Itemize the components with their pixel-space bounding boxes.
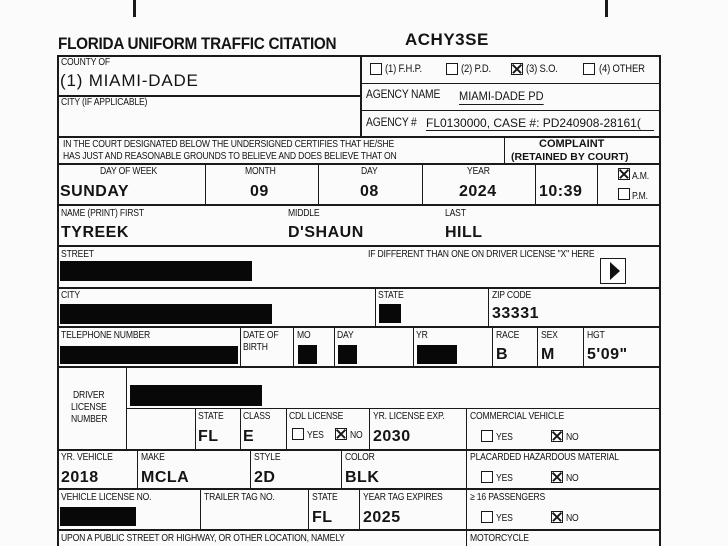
- divider: [360, 83, 660, 84]
- dob-month-label: MO: [297, 330, 311, 341]
- citation-number: ACHY3SE: [405, 30, 489, 49]
- binding-mark-right: [605, 0, 608, 17]
- divider: [57, 163, 660, 165]
- city-applicable-label: CITY (IF APPLICABLE): [61, 97, 148, 108]
- divider: [57, 326, 660, 328]
- complaint-label: COMPLAINT: [539, 138, 605, 150]
- cdl-no-label: NO: [350, 430, 363, 441]
- dob-month-redaction: [298, 345, 317, 364]
- divider: [466, 408, 467, 450]
- trailer-tag-label: TRAILER TAG NO.: [204, 492, 275, 503]
- dob-year-redaction: [417, 345, 457, 364]
- sex-label: SEX: [541, 330, 558, 341]
- agency-pd-checkbox[interactable]: [446, 63, 458, 75]
- middle-name-label: MIDDLE: [288, 208, 320, 219]
- dl-class-label: CLASS: [243, 411, 271, 422]
- divider: [492, 326, 493, 367]
- street-redaction: [60, 261, 252, 281]
- commercial-vehicle-label: COMMERCIAL VEHICLE: [470, 411, 565, 422]
- agency-pd-label: (2) P.D.: [461, 63, 492, 75]
- dl-label-line2: LICENSE: [71, 402, 107, 413]
- agency-other-label: (4) OTHER: [599, 63, 645, 75]
- divider: [240, 408, 241, 450]
- last-name-value: HILL: [445, 224, 483, 241]
- divider: [250, 449, 251, 489]
- last-name-label: LAST: [445, 208, 466, 219]
- pm-label: P.M.: [632, 191, 648, 202]
- dob-label-line1: DATE OF: [243, 330, 279, 341]
- divider: [341, 449, 342, 489]
- commercial-no-checkbox[interactable]: [551, 430, 563, 442]
- year-label: YEAR: [467, 166, 490, 177]
- divider: [126, 408, 660, 409]
- vehicle-year-label: YR. VEHICLE: [61, 452, 113, 463]
- divider: [240, 326, 241, 367]
- color-value: BLK: [345, 469, 380, 486]
- divider: [318, 163, 319, 205]
- passengers-no-checkbox[interactable]: [551, 511, 563, 523]
- arrow-right-icon: [601, 259, 625, 283]
- divider: [488, 287, 489, 327]
- pm-checkbox[interactable]: [618, 188, 630, 200]
- height-value: 5'09": [587, 346, 628, 363]
- day-of-week-label: DAY OF WEEK: [100, 166, 158, 177]
- divider: [359, 488, 360, 530]
- dl-state-value: FL: [198, 428, 219, 445]
- divider: [205, 163, 206, 205]
- dob-day-label: DAY: [337, 330, 354, 341]
- phone-redaction: [60, 346, 238, 364]
- form-border-right: [659, 55, 661, 546]
- make-value: MCLA: [141, 469, 190, 486]
- dl-label-line1: DRIVER: [73, 390, 105, 401]
- agency-number-label: AGENCY #: [366, 115, 417, 129]
- divider: [466, 488, 467, 546]
- city-label: CITY: [61, 290, 80, 301]
- sex-value: M: [541, 346, 555, 363]
- month-label: MONTH: [245, 166, 276, 177]
- passengers-label: ≥ 16 PASSENGERS: [470, 492, 546, 503]
- tag-expires-value: 2025: [363, 509, 401, 526]
- commercial-yes-label: YES: [496, 432, 513, 443]
- dl-number-redaction: [130, 385, 262, 406]
- county-value: (1) MIAMI-DADE: [60, 71, 199, 90]
- divider: [369, 408, 370, 450]
- day-of-week-value: SUNDAY: [60, 183, 130, 200]
- court-statement-line1: IN THE COURT DESIGNATED BELOW THE UNDERSIGNED CERTIFIES THAT HE/SHE: [63, 139, 395, 150]
- cdl-yes-label: YES: [307, 430, 324, 441]
- divider: [57, 529, 660, 531]
- street-different-note: IF DIFFERENT THAN ONE ON DRIVER LICENSE "X" HERE: [368, 249, 595, 260]
- zip-label: ZIP CODE: [492, 290, 532, 301]
- divider: [200, 488, 201, 530]
- agency-name-value: MIAMI-DADE PD: [459, 89, 544, 103]
- divider: [137, 449, 138, 489]
- divider: [422, 163, 423, 205]
- tag-expires-label: YEAR TAG EXPIRES: [363, 492, 443, 503]
- agency-name-label: AGENCY NAME: [366, 87, 441, 101]
- divider: [293, 326, 294, 367]
- cdl-label: CDL LICENSE: [289, 411, 344, 422]
- hazmat-no-checkbox[interactable]: [551, 471, 563, 483]
- city-redaction: [60, 304, 272, 324]
- cdl-yes-checkbox[interactable]: [292, 428, 304, 440]
- state-label: STATE: [378, 290, 404, 301]
- dob-day-redaction: [338, 345, 357, 364]
- style-value: 2D: [254, 469, 276, 486]
- hazmat-no-label: NO: [566, 473, 579, 484]
- dl-label-line3: NUMBER: [71, 414, 108, 425]
- divider: [504, 136, 505, 164]
- color-label: COLOR: [345, 452, 375, 463]
- divider: [57, 366, 660, 368]
- divider: [375, 287, 376, 327]
- am-checkbox[interactable]: [618, 168, 630, 180]
- phone-label: TELEPHONE NUMBER: [61, 330, 151, 341]
- first-name-label: NAME (PRINT) FIRST: [61, 208, 144, 219]
- divider: [57, 245, 660, 247]
- hazmat-yes-label: YES: [496, 473, 513, 484]
- divider: [308, 488, 309, 530]
- make-label: MAKE: [141, 452, 165, 463]
- retained-label: (RETAINED BY COURT): [511, 151, 629, 163]
- commercial-yes-checkbox[interactable]: [481, 430, 493, 442]
- state-redaction: [379, 304, 401, 323]
- commercial-no-label: NO: [566, 432, 579, 443]
- divider: [537, 326, 538, 367]
- street-label: STREET: [61, 249, 94, 260]
- vehicle-license-label: VEHICLE LICENSE NO.: [61, 492, 152, 503]
- height-label: HGT: [587, 330, 605, 341]
- divider: [57, 287, 660, 289]
- divider: [57, 204, 660, 206]
- divider: [286, 408, 287, 450]
- vehicle-year-value: 2018: [61, 469, 99, 486]
- binding-mark-left: [133, 0, 136, 17]
- race-value: B: [496, 346, 509, 363]
- street-different-box[interactable]: [600, 258, 626, 284]
- agency-number-value: FL0130000, CASE #: PD240908-28161(: [426, 116, 654, 131]
- county-label: COUNTY OF: [61, 57, 110, 68]
- agency-so-label: (3) S.O.: [526, 63, 558, 75]
- motorcycle-label: MOTORCYCLE: [470, 533, 529, 544]
- tag-state-value: FL: [312, 509, 333, 526]
- divider: [583, 326, 584, 367]
- form-border-left: [57, 55, 59, 546]
- style-label: STYLE: [254, 452, 281, 463]
- am-label: A.M.: [632, 171, 649, 182]
- form-title: FLORIDA UNIFORM TRAFFIC CITATION: [58, 34, 337, 53]
- divider: [413, 326, 414, 367]
- dl-state-label: STATE: [198, 411, 224, 422]
- location-label: UPON A PUBLIC STREET OR HIGHWAY, OR OTHER LOCATION, NAMELY: [61, 533, 345, 544]
- first-name-value: TYREEK: [61, 224, 129, 241]
- tag-state-label: STATE: [312, 492, 338, 503]
- middle-name-value: D'SHAUN: [288, 224, 364, 241]
- year-value: 2024: [459, 183, 497, 200]
- passengers-yes-label: YES: [496, 513, 513, 524]
- agency-fhp-checkbox[interactable]: [370, 63, 382, 75]
- hazmat-label: PLACARDED HAZARDOUS MATERIAL: [470, 452, 619, 463]
- divider: [466, 449, 467, 489]
- form-border-top: [57, 55, 660, 57]
- divider: [195, 408, 196, 450]
- hazmat-yes-checkbox[interactable]: [481, 471, 493, 483]
- divider: [535, 163, 536, 205]
- cdl-no-checkbox[interactable]: [335, 428, 347, 440]
- divider: [360, 110, 660, 111]
- agency-so-checkbox[interactable]: [511, 63, 523, 75]
- day-label: DAY: [361, 166, 378, 177]
- court-statement-line2: HAS JUST AND REASONABLE GROUNDS TO BELIEVE AND DOES BELIEVE THAT ON: [63, 151, 397, 162]
- passengers-yes-checkbox[interactable]: [481, 511, 493, 523]
- time-value: 10:39: [539, 183, 583, 200]
- divider: [334, 326, 335, 367]
- zip-value: 33331: [492, 305, 539, 322]
- day-value: 08: [360, 183, 379, 200]
- dl-class-value: E: [243, 428, 255, 445]
- license-exp-label: YR. LICENSE EXP.: [373, 411, 445, 422]
- divider: [57, 449, 660, 451]
- dob-label-line2: BIRTH: [243, 342, 268, 353]
- passengers-no-label: NO: [566, 513, 579, 524]
- agency-other-checkbox[interactable]: [583, 63, 595, 75]
- divider: [597, 163, 598, 205]
- month-value: 09: [250, 183, 269, 200]
- vehicle-license-redaction: [60, 507, 136, 526]
- license-exp-value: 2030: [373, 428, 411, 445]
- agency-fhp-label: (1) F.H.P.: [385, 63, 423, 75]
- dob-year-label: YR: [416, 330, 428, 341]
- race-label: RACE: [496, 330, 520, 341]
